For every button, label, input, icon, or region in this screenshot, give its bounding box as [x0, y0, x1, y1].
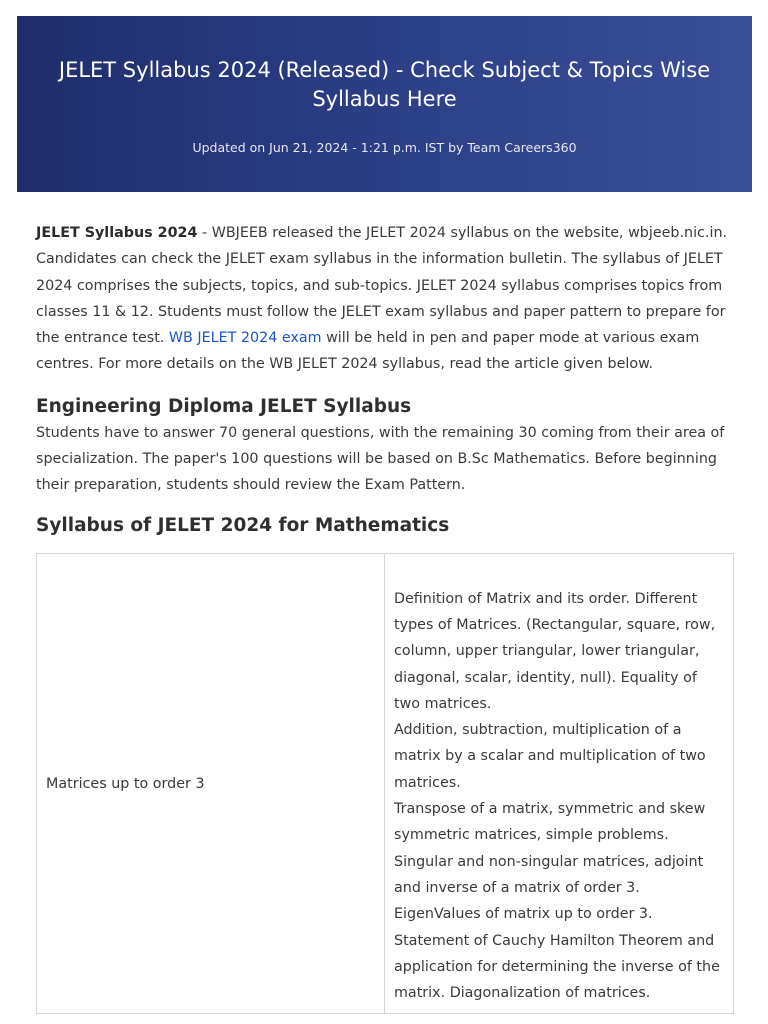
detail-line: Transpose of a matrix, symmetric and skew symmetric matrices, simple problems. Singular and non-singular matrices, adjoint and inverse of a matrix of order 3. — [394, 801, 706, 896]
topic-cell: Matrices up to order 3 — [37, 553, 385, 1014]
page-title: JELET Syllabus 2024 (Released) - Check Subject & Topics Wise Syllabus Here — [58, 58, 711, 111]
intro-text-1: - WBJEEB released the JELET 2024 syllabus on the website, wbjeeb.nic.in. Candidates can check the JELET exam syllabus in the information bulletin. The syllabus of JELET 2024 comprises the subjects, topics, and sub-topics. JELET 2024 syllabus comprises topics from classes 11 & 12. Students must follow the JELET exam syllabus and paper pattern to prepare for the entrance test. — [36, 225, 728, 347]
detail-line: EigenValues of matrix up to order 3. Statement of Cauchy Hamilton Theorem and application for determining the inverse of the matrix. Diagonalization of matrices. — [394, 906, 720, 1002]
article-body — [36, 220, 734, 1014]
updated-info: Updated on Jun 21, 2024 - 1:21 p.m. IST by Team Careers360 — [192, 140, 577, 155]
table-row — [37, 553, 734, 1014]
details-cell — [385, 553, 734, 1014]
intro-paragraph — [36, 220, 734, 378]
section-heading-engineering-diploma: Engineering Diploma JELET Syllabus — [36, 395, 412, 417]
wb-jelet-exam-link[interactable]: WB JELET 2024 exam — [168, 330, 322, 347]
intro-lead: JELET Syllabus 2024 — [36, 225, 198, 241]
detail-line: Definition of Matrix and its order. Different types of Matrices. (Rectangular, square, row, column, upper triangular, lower triangular, diagonal, scalar, identity, null). Equality of two matrices. — [394, 590, 716, 712]
section-heading-mathematics: Syllabus of JELET 2024 for Mathematics — [36, 514, 450, 536]
article-header — [17, 16, 752, 192]
section-paragraph-engineering-diploma: Students have to answer 70 general questions, with the remaining 30 coming from their area of specialization. The paper's 100 questions will be based on B.Sc Mathematics. Before beginning their preparation, students should review the Exam Pattern. — [36, 424, 725, 494]
intro-text-2: will be held in pen and paper mode at various exam centres. For more details on the WB JELET 2024 syllabus, read the article given below. — [36, 330, 700, 373]
detail-line: Addition, subtraction, multiplication of a matrix by a scalar and multiplication of two matrices. — [394, 722, 706, 791]
mathematics-syllabus-table — [36, 553, 734, 1015]
